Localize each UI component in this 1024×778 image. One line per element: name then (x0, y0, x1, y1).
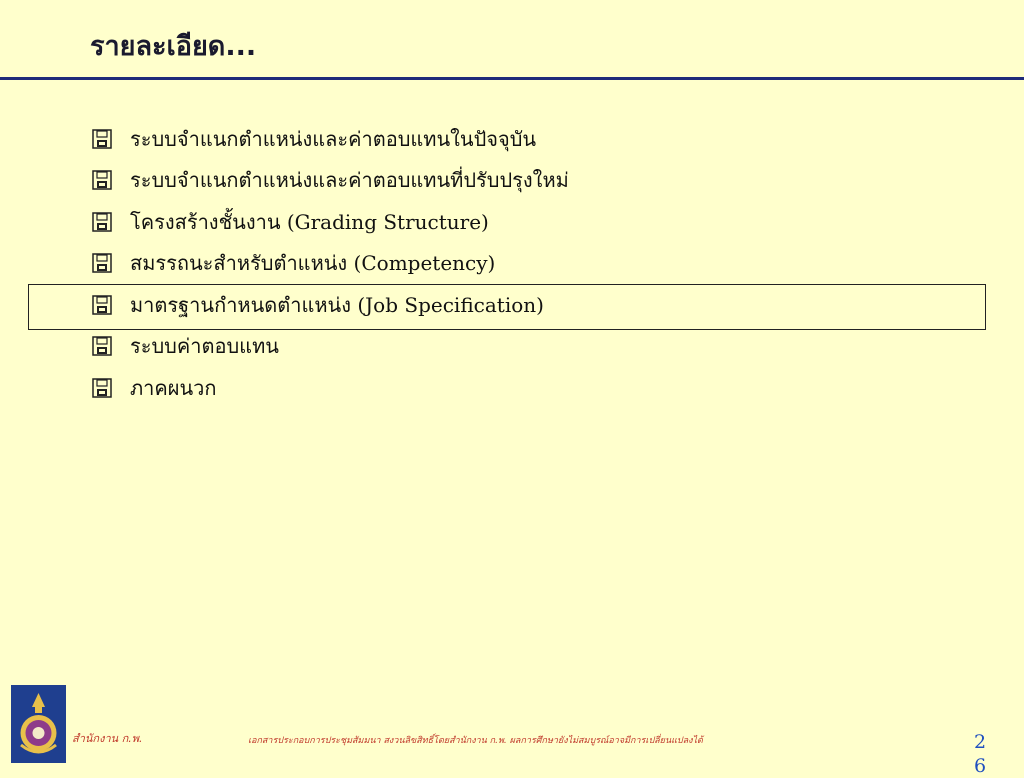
organization-name: สำนักงาน ก.พ. (72, 732, 143, 745)
list-item-label: มาตรฐานกำหนดตำแหน่ง (Job Specification) (130, 292, 544, 317)
bullet-list (92, 118, 569, 409)
list-item[interactable] (92, 160, 569, 202)
floppy-disk-icon (92, 295, 112, 315)
floppy-disk-icon (92, 212, 112, 232)
list-item-selected[interactable] (92, 284, 569, 326)
list-item[interactable] (92, 367, 569, 409)
floppy-disk-icon (92, 170, 112, 190)
footer-disclaimer: เอกสารประกอบการประชุมสัมมนา สงวนลิขสิทธิ์โดยสำนักงาน ก.พ. ผลการศึกษายังไม่สมบูรณ์อาจมีการเปลี่ยนแปลงได้ (248, 736, 703, 746)
list-item[interactable] (92, 326, 569, 368)
slide-title: รายละเอียด... (90, 31, 257, 62)
list-item[interactable] (92, 243, 569, 285)
garuda-emblem-icon (11, 685, 66, 763)
list-item-label: ระบบจำแนกตำแหน่งและค่าตอบแทนที่ปรับปรุงใหม่ (130, 168, 569, 193)
floppy-disk-icon (92, 129, 112, 149)
title-divider (0, 77, 1024, 80)
floppy-disk-icon (92, 378, 112, 398)
floppy-disk-icon (92, 253, 112, 273)
page-number: 26 (974, 731, 987, 777)
list-item[interactable] (92, 118, 569, 160)
list-item-label: สมรรถนะสำหรับตำแหน่ง (Competency) (130, 251, 496, 276)
list-item[interactable] (92, 201, 569, 243)
list-item-label: ระบบค่าตอบแทน (130, 334, 279, 359)
list-item-label: ภาคผนวก (130, 375, 217, 400)
list-item-label: ระบบจำแนกตำแหน่งและค่าตอบแทนในปัจจุบัน (130, 126, 537, 151)
floppy-disk-icon (92, 336, 112, 356)
list-item-label: โครงสร้างชั้นงาน (Grading Structure) (130, 209, 489, 234)
